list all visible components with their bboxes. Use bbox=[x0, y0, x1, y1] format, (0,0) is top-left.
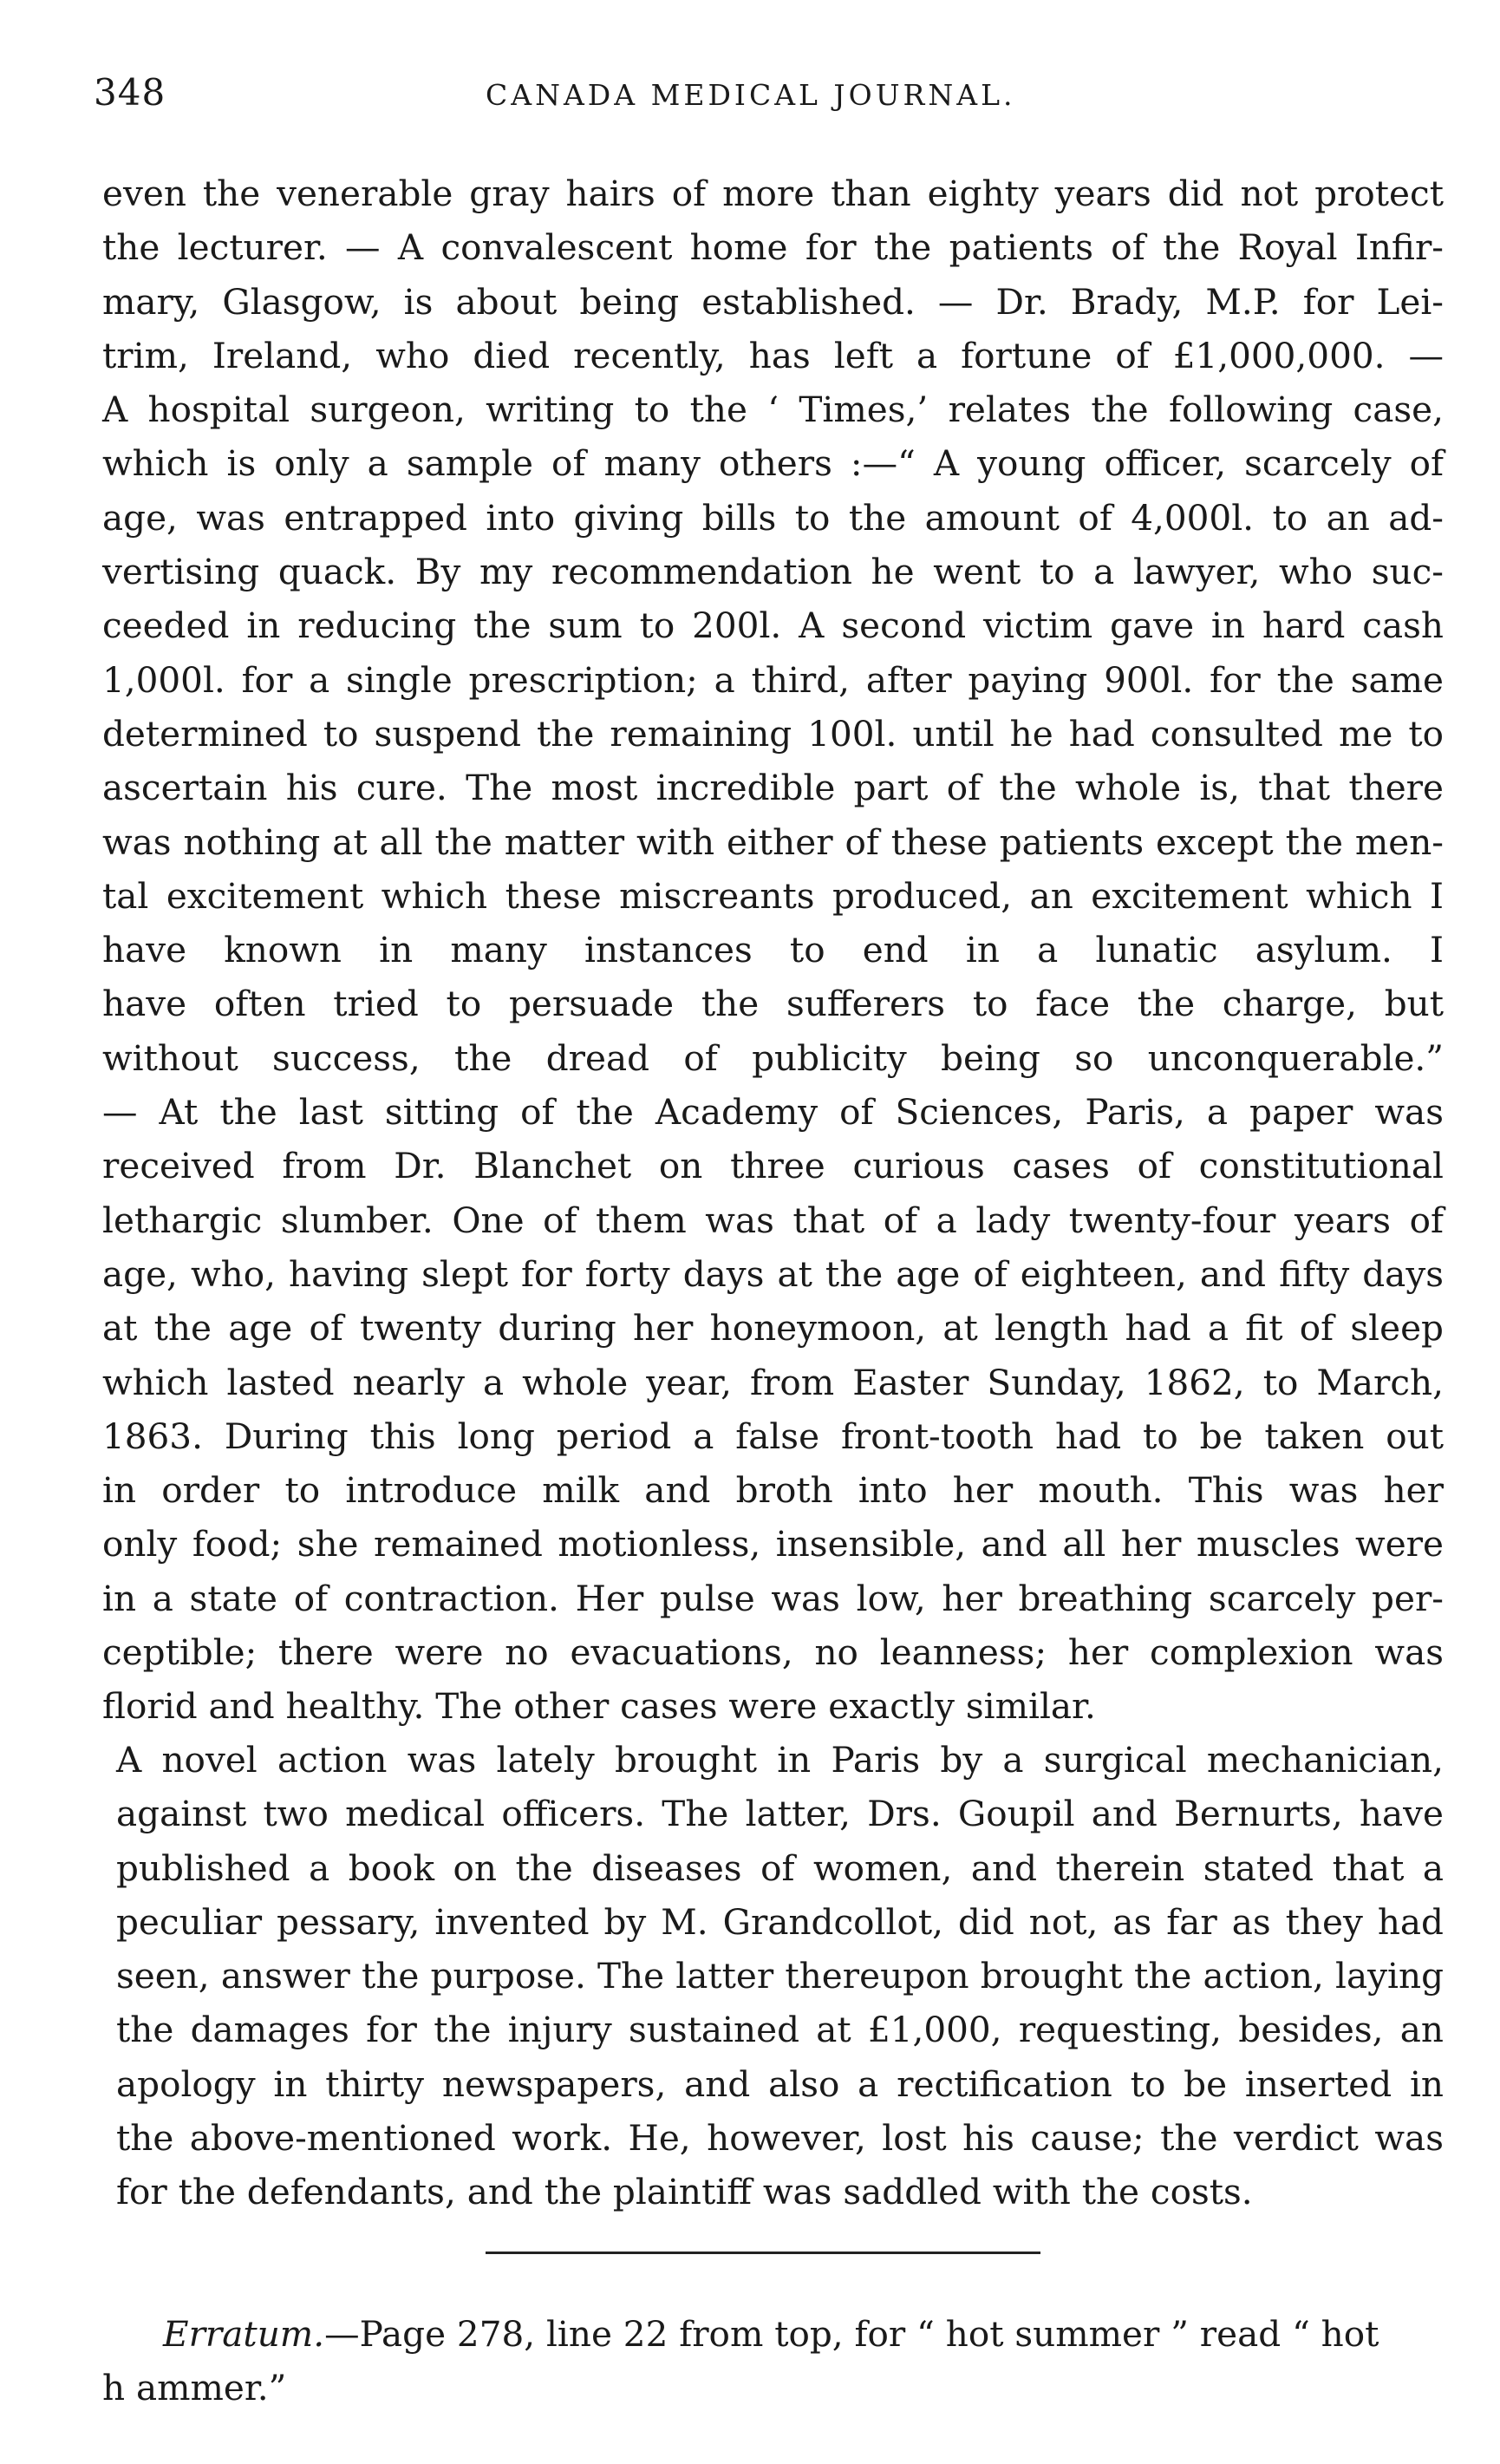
text-line: at the age of twenty during her honeymoon, at length had a fit of sleep bbox=[102, 1307, 1444, 1350]
text-line: age, who, having slept for forty days at the age of eighteen, and fifty days bbox=[102, 1252, 1444, 1295]
text-line: in a state of contraction. Her pulse was low, her breathing scarcely per- bbox=[102, 1577, 1444, 1619]
text-line: received from Dr. Blanchet on three curious cases of constitutional bbox=[102, 1145, 1444, 1187]
erratum-text: —Page 278, line 22 from top, for “ hot summer ” read “ hot bbox=[324, 2313, 1379, 2355]
text-line: age, was entrapped into giving bills to the amount of 4,000l. to an ad- bbox=[102, 496, 1444, 539]
text-line: which is only a sample of many others :—“ A young officer, scarcely of bbox=[102, 442, 1444, 485]
text-line: only food; she remained motionless, insensible, and all her muscles were bbox=[102, 1523, 1444, 1565]
text-line: have often tried to persuade the sufferers to face the charge, but bbox=[102, 983, 1444, 1025]
text-line: for the defendants, and the plaintiff was saddled with the costs. bbox=[116, 2171, 1253, 2213]
text-line: ceeded in reducing the sum to 200l. A second victim gave in hard cash bbox=[102, 605, 1444, 647]
erratum-line-2: h ammer.” bbox=[102, 2367, 287, 2409]
text-line: was nothing at all the matter with either of these patients except the men- bbox=[102, 820, 1444, 863]
text-line: A novel action was lately brought in Paris by a surgical mechanician, bbox=[116, 1739, 1444, 1781]
text-line: even the venerable gray hairs of more than eighty years did not protect bbox=[102, 173, 1444, 214]
text-line: without success, the dread of publicity being so unconquerable.” bbox=[102, 1036, 1444, 1079]
text-line: peculiar pessary, invented by M. Grandcollot, did not, as far as they had bbox=[116, 1900, 1444, 1943]
page-number: 348 bbox=[94, 71, 166, 114]
text-line: vertising quack. By my recommendation he went to a lawyer, who suc- bbox=[102, 551, 1444, 593]
text-line: tal excitement which these miscreants produced, an excitement which I bbox=[102, 874, 1444, 917]
text-line: ascertain his cure. The most incredible part of the whole is, that there bbox=[102, 767, 1444, 809]
text-line: trim, Ireland, who died recently, has left a fortune of £1,000,000. — bbox=[102, 334, 1444, 376]
text-line: lethargic slumber. One of them was that of a lady twenty-four years of bbox=[102, 1199, 1444, 1241]
paragraph-news-items bbox=[102, 167, 1444, 1734]
page-header bbox=[94, 71, 1446, 123]
erratum-line-1 bbox=[102, 2307, 1444, 2361]
text-line: 1863. During this long period a false front-tooth had to be taken out bbox=[102, 1415, 1444, 1457]
text-line: mary, Glasgow, is about being established. — Dr. Brady, M.P. for Lei- bbox=[102, 280, 1444, 323]
text-line: A hospital surgeon, writing to the ‘ Times,’ relates the following case, bbox=[102, 389, 1444, 431]
text-line: florid and healthy. The other cases were exactly similar. bbox=[102, 1685, 1096, 1728]
text-line: the above-mentioned work. He, however, lost his cause; the verdict was bbox=[116, 2117, 1444, 2160]
text-line: the lecturer. — A convalescent home for the patients of the Royal Infir- bbox=[102, 226, 1444, 269]
text-line: published a book on the diseases of women, and therein stated that a bbox=[116, 1846, 1444, 1889]
erratum-label: Erratum. bbox=[163, 2313, 325, 2355]
text-line: seen, answer the purpose. The latter thereupon brought the action, laying bbox=[116, 1955, 1444, 1997]
text-line: in order to introduce milk and broth into her mouth. This was her bbox=[102, 1469, 1444, 1512]
text-line: determined to suspend the remaining 100l. until he had consulted me to bbox=[102, 712, 1444, 755]
paragraph-novel-action bbox=[116, 1733, 1444, 2219]
section-divider bbox=[486, 2252, 1040, 2254]
erratum-note bbox=[102, 2307, 1444, 2415]
text-line: the damages for the injury sustained at £1,000, requesting, besides, an bbox=[116, 2009, 1444, 2051]
running-head: CANADA MEDICAL JOURNAL. bbox=[486, 78, 1016, 112]
text-line: have known in many instances to end in a lunatic asylum. I bbox=[102, 929, 1444, 971]
text-line: which lasted nearly a whole year, from Easter Sunday, 1862, to March, bbox=[102, 1361, 1444, 1403]
text-line: — At the last sitting of the Academy of Sciences, Paris, a paper was bbox=[102, 1091, 1444, 1134]
text-line: against two medical officers. The latter, Drs. Goupil and Bernurts, have bbox=[116, 1793, 1444, 1835]
text-line: 1,000l. for a single prescription; a third, after paying 900l. for the same bbox=[102, 658, 1444, 701]
text-line: ceptible; there were no evacuations, no leanness; her complexion was bbox=[102, 1631, 1444, 1674]
text-line: apology in thirty newspapers, and also a rectification to be inserted in bbox=[116, 2062, 1444, 2105]
